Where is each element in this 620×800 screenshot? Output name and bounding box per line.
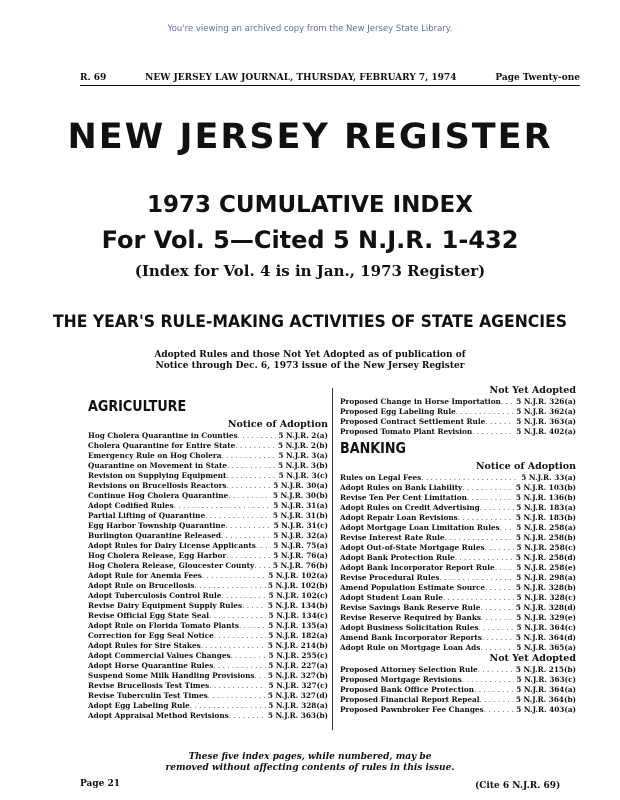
- dot-leader: [481, 613, 514, 623]
- index-entry: [88, 611, 328, 621]
- entry-cite: 5 N.J.R. 182(a): [268, 631, 328, 640]
- dot-leader: [194, 581, 265, 591]
- dot-leader: [227, 461, 276, 471]
- entry-title: Suspend Some Milk Handling Provisions: [88, 671, 255, 680]
- dot-leader: [462, 675, 515, 685]
- entry-list: [340, 397, 576, 437]
- entry-cite: 5 N.J.R. 363(b): [267, 711, 328, 720]
- entry-list: [88, 431, 328, 721]
- entry-cite: 5 N.J.R. 328(d): [515, 603, 576, 612]
- entry-title: Proposed Mortgage Revisions: [340, 675, 462, 684]
- entry-cite: 5 N.J.R. 103(b): [515, 483, 576, 492]
- entry-title: Rules on Legal Fees: [340, 473, 422, 482]
- entry-cite: 5 N.J.R. 3(b): [277, 461, 328, 470]
- status-heading-not-yet-adopted: Not Yet Adopted: [489, 385, 576, 396]
- entry-cite: 5 N.J.R. 327(b): [267, 671, 328, 680]
- entry-title: Emergency Rule on Hog Cholera: [88, 451, 222, 460]
- entry-cite: 5 N.J.R. 3(a): [278, 451, 328, 460]
- dot-leader: [445, 533, 514, 543]
- entry-title: Adopt Codified Rules: [88, 501, 174, 510]
- entry-cite: 5 N.J.R. 326(a): [516, 397, 576, 406]
- entry-title: Revise Official Egg State Seal: [88, 611, 210, 620]
- header-right: Page Twenty-one: [495, 73, 580, 83]
- index-entry: [340, 593, 576, 603]
- entry-cite: 5 N.J.R. 136(b): [515, 493, 576, 502]
- dot-leader: [190, 701, 266, 711]
- entry-title: Hog Cholera Quarantine in Counties: [88, 431, 238, 440]
- entry-title: Continue Hog Cholera Quarantine: [88, 491, 229, 500]
- header-rule: [80, 85, 580, 86]
- dot-leader: [238, 431, 277, 441]
- dot-leader: [456, 407, 514, 417]
- index-entry: [340, 407, 576, 417]
- index-entry: [88, 451, 328, 461]
- entry-cite: 5 N.J.R. 258(b): [515, 533, 576, 542]
- entry-title: Revise Interest Rate Rule: [340, 533, 445, 542]
- entry-cite: 5 N.J.R. 102(c): [268, 591, 328, 600]
- index-entry: [340, 513, 576, 523]
- index-entry: [88, 661, 328, 671]
- entry-title: Proposed Change in Horse Importation: [340, 397, 501, 406]
- entry-cite: 5 N.J.R. 227(a): [268, 661, 328, 670]
- entry-cite: 5 N.J.R. 134(b): [267, 601, 328, 610]
- entry-title: Adopt Egg Labeling Rule: [88, 701, 190, 710]
- entry-title: Adopt Appraisal Method Revisions: [88, 711, 229, 720]
- entry-cite: 5 N.J.R. 33(a): [521, 473, 576, 482]
- entry-title: Revise Tuberculin Test Times: [88, 691, 208, 700]
- index-entry: [88, 651, 328, 661]
- entry-cite: 5 N.J.R. 362(a): [516, 407, 576, 416]
- entry-title: Proposed Pawnbroker Fee Changes: [340, 705, 484, 714]
- volume-note: (Index for Vol. 4 is in Jan., 1973 Register): [134, 262, 486, 280]
- entry-title: Adopt Repair Loan Revisions: [340, 513, 458, 522]
- intro-line: Adopted Rules and those Not Yet Adopted as of publication of: [154, 350, 466, 360]
- entry-cite: 5 N.J.R. 363(c): [516, 675, 576, 684]
- index-entry: [340, 417, 576, 427]
- index-entry: [340, 613, 576, 623]
- entry-cite: 5 N.J.R. 102(b): [267, 581, 328, 590]
- index-entry: [88, 431, 328, 441]
- entry-title: Hog Cholera Release, Gloucester County: [88, 561, 255, 570]
- dot-leader: [174, 501, 272, 511]
- index-entry: [340, 553, 576, 563]
- volume-title: For Vol. 5—Cited 5 N.J.R. 1-432: [101, 226, 519, 254]
- dot-leader: [455, 553, 514, 563]
- entry-cite: 5 N.J.R. 258(d): [515, 553, 576, 562]
- dot-leader: [205, 511, 271, 521]
- entry-cite: 5 N.J.R. 183(b): [515, 513, 576, 522]
- entry-cite: 5 N.J.R. 327(d): [267, 691, 328, 700]
- index-entry: [88, 631, 328, 641]
- index-entry: [88, 701, 328, 711]
- entry-cite: 5 N.J.R. 328(b): [515, 583, 576, 592]
- entry-title: Proposed Bank Office Protection: [340, 685, 475, 694]
- entry-title: Proposed Contract Settlement Rule: [340, 417, 486, 426]
- dot-leader: [201, 641, 266, 651]
- intro-line: Notice through Dec. 6, 1973 issue of the New Jersey Register: [155, 361, 465, 371]
- dot-leader: [472, 427, 514, 437]
- index-entry: [88, 461, 328, 471]
- entry-title: Adopt Commercial Values Changes: [88, 651, 231, 660]
- entry-title: Adopt Tuberculosis Control Rule: [88, 591, 222, 600]
- entry-cite: 5 N.J.R. 102(a): [268, 571, 328, 580]
- entry-cite: 5 N.J.R. 328(a): [268, 701, 328, 710]
- index-entry: [340, 665, 576, 675]
- index-entry: [340, 427, 576, 437]
- entry-title: Hog Cholera Release, Egg Harbor: [88, 551, 227, 560]
- entry-cite: 5 N.J.R. 364(c): [516, 623, 576, 632]
- masthead: NEW JERSEY REGISTER: [67, 117, 553, 157]
- entry-cite: 5 N.J.R. 30(b): [272, 491, 328, 500]
- index-entry: [340, 573, 576, 583]
- dot-leader: [235, 441, 276, 451]
- dot-leader: [208, 691, 266, 701]
- dot-leader: [482, 633, 514, 643]
- entry-title: Revise Brucellosis Test Times: [88, 681, 210, 690]
- header-left: R. 69: [80, 73, 107, 83]
- dot-leader: [484, 705, 515, 715]
- dot-leader: [226, 551, 271, 561]
- entry-cite: 5 N.J.R. 135(a): [268, 621, 328, 630]
- index-entry: [88, 691, 328, 701]
- entry-cite: 5 N.J.R. 215(b): [515, 665, 576, 674]
- index-entry: [340, 503, 576, 513]
- entry-title: Adopt Student Loan Rule: [340, 593, 443, 602]
- dot-leader: [202, 571, 266, 581]
- index-entry: [340, 543, 576, 553]
- dot-leader: [421, 473, 519, 483]
- entry-title: Adopt Rules on Bank Liability: [340, 483, 463, 492]
- dot-leader: [439, 573, 514, 583]
- index-entry: [340, 523, 576, 533]
- index-entry: [340, 483, 576, 493]
- entry-title: Burlington Quarantine Released: [88, 531, 221, 540]
- entry-title: Cholera Quarantine for Entire State: [88, 441, 236, 450]
- page-number: Page 21: [80, 779, 121, 789]
- entry-cite: 5 N.J.R. 134(c): [268, 611, 328, 620]
- dot-leader: [239, 621, 266, 631]
- entry-cite: 5 N.J.R. 328(c): [516, 593, 576, 602]
- entry-cite: 5 N.J.R. 364(b): [515, 695, 576, 704]
- entry-cite: 5 N.J.R. 403(a): [516, 705, 576, 714]
- dot-leader: [221, 531, 271, 541]
- entry-cite: 5 N.J.R. 31(b): [272, 511, 328, 520]
- dot-leader: [242, 601, 266, 611]
- index-entry: [88, 481, 328, 491]
- entry-cite: 5 N.J.R. 183(a): [516, 503, 576, 512]
- dot-leader: [480, 643, 514, 653]
- entry-title: Quarantine on Movement in State: [88, 461, 228, 470]
- index-entry: [340, 675, 576, 685]
- entry-cite: 5 N.J.R. 364(a): [516, 685, 576, 694]
- footnote-line: These five index pages, while numbered, may be: [188, 752, 432, 762]
- dot-leader: [256, 541, 271, 551]
- entry-cite: 5 N.J.R. 258(e): [516, 563, 576, 572]
- entry-cite: 5 N.J.R. 31(a): [273, 501, 328, 510]
- entry-title: Revise Savings Bank Reserve Rule: [340, 603, 481, 612]
- dot-leader: [229, 711, 266, 721]
- dot-leader: [495, 563, 515, 573]
- index-entry: [88, 581, 328, 591]
- entry-title: Revise Ten Per Cent Limitation: [340, 493, 467, 502]
- entry-title: Adopt Bank Protection Rule: [340, 553, 455, 562]
- cite-footer: (Cite 6 N.J.R. 69): [475, 781, 561, 791]
- entry-cite: 5 N.J.R. 329(e): [516, 613, 576, 622]
- entry-title: Adopt Rules for Sire Stakes: [88, 641, 201, 650]
- dot-leader: [485, 583, 514, 593]
- dot-leader: [443, 593, 515, 603]
- index-entry: [340, 533, 576, 543]
- index-title: 1973 CUMULATIVE INDEX: [147, 192, 473, 218]
- index-entry: [340, 583, 576, 593]
- intro-text: [150, 350, 470, 372]
- dot-leader: [474, 685, 514, 695]
- index-entry: [88, 621, 328, 631]
- index-entry: [88, 591, 328, 601]
- index-entry: [88, 561, 328, 571]
- index-entry: [88, 511, 328, 521]
- index-entry: [88, 671, 328, 681]
- entry-cite: 5 N.J.R. 402(a): [516, 427, 576, 436]
- status-heading-adoption: Notice of Adoption: [475, 461, 576, 472]
- dot-leader: [226, 471, 276, 481]
- entry-list: [340, 473, 576, 653]
- entry-title: Revise Dairy Equipment Supply Rules: [88, 601, 243, 610]
- entry-title: Proposed Attorney Selection Rule: [340, 665, 478, 674]
- entry-cite: 5 N.J.R. 258(c): [516, 543, 576, 552]
- entry-cite: 5 N.J.R. 3(c): [278, 471, 328, 480]
- page-header: [80, 73, 580, 83]
- index-entry: [340, 695, 576, 705]
- index-entry: [340, 603, 576, 613]
- index-entry: [340, 563, 576, 573]
- entry-cite: 5 N.J.R. 298(a): [516, 573, 576, 582]
- entry-title: Adopt Bank Incorporator Report Rule: [340, 563, 495, 572]
- index-entry: [88, 541, 328, 551]
- entry-cite: 5 N.J.R. 32(a): [273, 531, 328, 540]
- entry-title: Correction for Egg Seal Notice: [88, 631, 214, 640]
- status-heading-not-yet-adopted: Not Yet Adopted: [489, 653, 576, 664]
- entry-title: Adopt Rule on Brucellosis: [88, 581, 195, 590]
- entry-title: Adopt Business Solicitation Rules: [340, 623, 479, 632]
- index-entry: [88, 601, 328, 611]
- entry-title: Adopt Rule on Mortgage Loan Ads: [340, 643, 481, 652]
- dot-leader: [254, 561, 271, 571]
- index-entry: [340, 397, 576, 407]
- entry-title: Partial Lifting of Quarantine: [88, 511, 206, 520]
- left-column: [88, 395, 328, 721]
- dot-leader: [255, 671, 266, 681]
- dot-leader: [467, 493, 514, 503]
- entry-list: [340, 665, 576, 715]
- entry-title: Revise Reserve Required by Banks: [340, 613, 481, 622]
- entry-title: Proposed Financial Report Repeal: [340, 695, 480, 704]
- entry-title: Adopt Mortgage Loan Limitation Rules: [340, 523, 500, 532]
- index-entry: [340, 633, 576, 643]
- index-entry: [88, 551, 328, 561]
- dot-leader: [485, 417, 514, 427]
- entry-title: Amend Bank Incorporator Reports: [340, 633, 482, 642]
- entry-title: Revise Procedural Rules: [340, 573, 440, 582]
- index-entry: [88, 471, 328, 481]
- index-entry: [88, 491, 328, 501]
- entry-cite: 5 N.J.R. 75(a): [273, 541, 328, 550]
- entry-cite: 5 N.J.R. 2(b): [277, 441, 328, 450]
- dot-leader: [228, 491, 271, 501]
- header-center: NEW JERSEY LAW JOURNAL, THURSDAY, FEBRUARY 7, 1974: [145, 73, 457, 83]
- entry-cite: 5 N.J.R. 363(a): [516, 417, 576, 426]
- dot-leader: [480, 503, 514, 513]
- entry-title: Adopt Rule for Anemia Fees: [88, 571, 202, 580]
- dot-leader: [209, 681, 266, 691]
- dot-leader: [485, 543, 515, 553]
- dot-leader: [501, 397, 514, 407]
- index-entry: [340, 623, 576, 633]
- footnote: [0, 752, 620, 774]
- dot-leader: [213, 661, 266, 671]
- entry-cite: 5 N.J.R. 76(b): [272, 561, 328, 570]
- dot-leader: [214, 631, 266, 641]
- entry-cite: 5 N.J.R. 364(d): [515, 633, 576, 642]
- index-entry: [88, 501, 328, 511]
- dot-leader: [500, 523, 514, 533]
- entry-title: Revisions on Brucellosis Reactors: [88, 481, 227, 490]
- entry-cite: 5 N.J.R. 258(a): [516, 523, 576, 532]
- entry-cite: 5 N.J.R. 31(c): [273, 521, 328, 530]
- entry-title: Amend Population Estimate Source: [340, 583, 486, 592]
- status-heading-adoption: Notice of Adoption: [227, 419, 328, 430]
- index-entry: [340, 493, 576, 503]
- banner-heading: THE YEAR'S RULE-MAKING ACTIVITIES OF STATE AGENCIES: [52, 312, 568, 332]
- right-column: [340, 385, 576, 715]
- dot-leader: [478, 623, 514, 633]
- index-entry: [340, 643, 576, 653]
- index-entry: [88, 681, 328, 691]
- entry-title: Adopt Out-of-State Mortgage Rules: [340, 543, 485, 552]
- entry-cite: 5 N.J.R. 255(c): [268, 651, 328, 660]
- entry-cite: 5 N.J.R. 2(a): [278, 431, 328, 440]
- dot-leader: [478, 665, 514, 675]
- index-entry: [88, 641, 328, 651]
- entry-title: Egg Harbor Township Quarantine: [88, 521, 226, 530]
- dot-leader: [480, 603, 513, 613]
- index-entry: [88, 571, 328, 581]
- entry-title: Revision on Supplying Equipment: [88, 471, 227, 480]
- dot-leader: [221, 451, 276, 461]
- dot-leader: [225, 521, 271, 531]
- entry-cite: 5 N.J.R. 30(a): [273, 481, 328, 490]
- index-entry: [88, 441, 328, 451]
- entry-title: Adopt Rules on Credit Advertising: [340, 503, 480, 512]
- dot-leader: [221, 591, 266, 601]
- dot-leader: [227, 481, 272, 491]
- section-heading-agriculture: AGRICULTURE: [88, 397, 187, 415]
- section-heading-banking: BANKING: [340, 439, 407, 457]
- footnote-line: removed without affecting contents of rules in this issue.: [165, 763, 455, 773]
- entry-title: Adopt Horse Quarantine Rules: [88, 661, 214, 670]
- entry-cite: 5 N.J.R. 327(c): [268, 681, 328, 690]
- index-entry: [340, 685, 576, 695]
- index-entry: [340, 473, 576, 483]
- column-divider: [332, 388, 333, 730]
- archive-note: You're viewing an archived copy from the New Jersey State Library.: [167, 24, 453, 34]
- entry-title: Proposed Egg Labeling Rule: [340, 407, 456, 416]
- entry-title: Adopt Rules for Dairy License Applicants: [88, 541, 256, 550]
- index-entry: [88, 521, 328, 531]
- dot-leader: [458, 513, 514, 523]
- entry-title: Proposed Tomato Plant Revision: [340, 427, 473, 436]
- dot-leader: [462, 483, 514, 493]
- index-entry: [340, 705, 576, 715]
- entry-cite: 5 N.J.R. 365(a): [516, 643, 576, 652]
- entry-title: Adopt Rule on Florida Tomato Plants: [88, 621, 239, 630]
- dot-leader: [209, 611, 266, 621]
- dot-leader: [231, 651, 267, 661]
- index-entry: [88, 711, 328, 721]
- dot-leader: [480, 695, 514, 705]
- index-entry: [88, 531, 328, 541]
- entry-cite: 5 N.J.R. 76(a): [273, 551, 328, 560]
- entry-cite: 5 N.J.R. 214(b): [267, 641, 328, 650]
